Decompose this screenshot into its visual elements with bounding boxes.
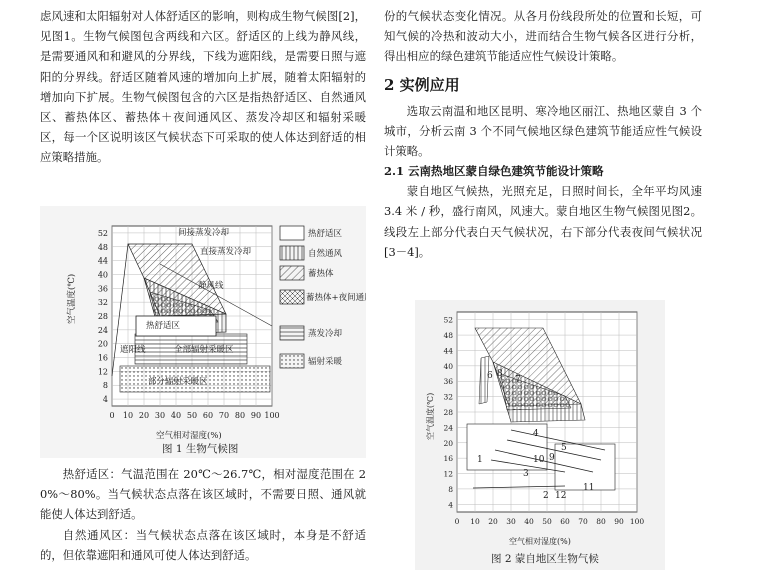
figure-2-month-label: 9 [549, 453, 555, 463]
right-column [384, 6, 702, 262]
right-paragraph-1: 份的气候状态变化情况。从各月份线段所处的位置和长短，可知气候的冷热和波动大小，进而结合生物气候各区进行分析，得出相应的绿色建筑节能适应性气候设计策略。 [384, 9, 702, 64]
f2-ytick: 40 [443, 361, 453, 371]
figure-2-svg [415, 300, 665, 570]
f1-ytick: 52 [97, 228, 108, 238]
left-paragraph-1: 虑风速和太阳辐射对人体舒适区的影响，则构成生物气候图[2]，见图1。生物气候图包含两线和六区。舒适区的上线为静风线，是需要通风和和避风的分界线，下线为遮阳线，是需要日照与遮阳的分界线。舒适区随着风速的增加向上扩展，随着太阳辐射的增加向下扩展。生物气候图包含的六区是指热舒适区、自然通风区、蓄热体区、蓄热体＋夜间通风区、蒸发冷却区和辐射采暖区，每一个区说明该区气候状态下可采取的使人体达到舒适的相应策略措施。 [40, 9, 366, 165]
subsection-heading: 2.1 云南热地区蒙自绿色建筑节能设计策略 [384, 164, 604, 179]
f2-ytick: 28 [443, 408, 453, 417]
f2-ytick: 36 [443, 377, 453, 387]
f2-ytick: 24 [443, 423, 453, 433]
figure-1-label-indirect: 间接蒸发冷却 [178, 228, 230, 238]
f1-ytick: 12 [97, 367, 108, 377]
figure-1-legend-2: 自然通风 [308, 249, 343, 259]
f1-ytick: 40 [97, 270, 108, 280]
f1-xtick: 70 [218, 411, 230, 420]
figure-1-legend-4: 蓄热体+夜间通风 [306, 293, 366, 303]
f2-xtick: 10 [470, 517, 480, 526]
figure-2-month-label: 2 [543, 491, 549, 501]
f1-xtick: 100 [264, 411, 280, 420]
figure-1-label-direct: 直接蒸发冷却 [200, 247, 252, 257]
figure-1-label-still-wind: 静风线 [198, 281, 224, 291]
f2-xtick: 20 [488, 517, 498, 526]
figure-2-month-label: 12 [555, 491, 567, 501]
f2-xtick: 90 [614, 517, 624, 526]
figure-1-legend-1: 热舒适区 [308, 229, 343, 239]
f2-xtick: 100 [629, 517, 645, 526]
right-paragraph-3: 蒙自地区气候热，光照充足，日照时间长，全年平均风速 3.4 米 / 秒，盛行南风，风速大。蒙自地区生物气候图见图2。线段左上部分代表白天气候状况，右下部分代表夜间气候状况[3－4]。 [384, 184, 702, 259]
left-paragraph-3: 自然通风区：当气候状态点落在该区域时，本身是不舒适的，但依靠遮阳和通风可使人体达到舒适。 [40, 527, 366, 562]
figure-2 [415, 300, 665, 570]
f2-ytick: 12 [443, 469, 453, 479]
figure-1-label-comfort: 热舒适区 [146, 321, 181, 331]
f2-ytick: 44 [443, 346, 453, 356]
f2-ytick: 52 [443, 315, 453, 325]
f2-ytick: 32 [443, 392, 453, 402]
section-heading: 2 实例应用 [384, 75, 460, 94]
f1-ytick: 16 [97, 353, 108, 363]
f1-xtick: 10 [122, 411, 134, 420]
left-column [40, 6, 366, 168]
figure-2-month-label: 5 [561, 443, 567, 453]
figure-2-month-label: 10 [533, 455, 545, 465]
figure-1-legend-3: 蓄热体 [308, 269, 334, 279]
f1-ytick: 48 [97, 242, 108, 252]
f2-ytick: 8 [448, 484, 453, 494]
figure-2-month-label: 1 [477, 455, 483, 465]
f1-ytick: 28 [97, 312, 108, 321]
right-paragraph-2: 选取云南温和地区昆明、寒冷地区丽江、热地区蒙自 3 个城市，分析云南 3 个不同气候地区绿色建筑节能适应性气候设计策略。 [384, 103, 702, 159]
figure-1-xlabel: 空气相对湿度(%) [156, 431, 222, 441]
f1-ytick: 20 [97, 339, 108, 349]
figure-2-caption: 图 2 蒙自地区生物气候 [491, 553, 599, 565]
figure-1-legend [280, 226, 366, 368]
f2-ytick: 20 [443, 438, 453, 448]
f1-xtick: 30 [154, 411, 166, 420]
figure-1 [40, 206, 366, 458]
f2-xtick: 50 [542, 517, 552, 526]
f2-ytick: 4 [448, 500, 453, 510]
f2-ytick: 16 [443, 454, 453, 464]
f1-xtick: 40 [170, 411, 182, 420]
f1-xtick: 80 [234, 411, 246, 420]
f1-xtick: 0 [109, 411, 115, 420]
f2-ytick: 48 [443, 331, 453, 341]
f1-ytick: 8 [102, 381, 108, 391]
figure-1-legend-6: 辐射采暖 [308, 357, 343, 367]
f2-xtick: 70 [578, 517, 588, 526]
figure-1-label-shade-line: 遮阳线 [120, 345, 146, 355]
f1-ytick: 32 [97, 298, 108, 308]
figure-2-ylabel: 空气温度(℃) [426, 392, 435, 440]
f1-ytick: 36 [97, 284, 108, 294]
figure-2-month-label: 11 [583, 483, 595, 493]
figure-1-label-full-heating: 全部辐射采暖区 [174, 345, 234, 355]
f1-ytick: 24 [97, 325, 108, 335]
f1-xtick: 50 [186, 411, 198, 420]
f2-xtick: 40 [524, 517, 534, 526]
figure-2-month-label: 8 [497, 369, 503, 379]
figure-2-month-label: 6 [487, 371, 493, 381]
f1-ytick: 44 [97, 256, 108, 266]
f2-xtick: 60 [560, 517, 570, 526]
f2-xtick: 80 [596, 517, 606, 526]
figure-1-ylabel: 空气温度(℃) [67, 273, 77, 324]
f2-xtick: 0 [454, 517, 460, 526]
figure-1-label-partial-heating: 部分辐射采暖区 [148, 377, 208, 387]
left-paragraph-2: 热舒适区：气温范围在 20℃～26.7℃，相对湿度范围在 20%～80%。当气候状态点落在该区域时，不需要日照、通风就能使人体达到舒适。 [40, 467, 366, 522]
f2-xtick: 30 [506, 517, 516, 526]
figure-2-month-label: 3 [523, 469, 529, 479]
figure-2-xlabel: 空气相对湿度(%) [509, 537, 571, 546]
figure-1-caption: 图 1 生物气候图 [162, 443, 239, 455]
figure-2-month-label: 4 [533, 429, 539, 439]
left-column-lower [40, 464, 366, 565]
figure-1-svg [40, 206, 366, 458]
figure-1-legend-5: 蒸发冷却 [308, 329, 343, 339]
f1-xtick: 90 [250, 411, 262, 420]
f1-ytick: 4 [102, 395, 108, 405]
f1-xtick: 20 [138, 411, 150, 420]
f1-xtick: 60 [202, 411, 214, 420]
figure-2-month-label: 7 [515, 375, 521, 385]
